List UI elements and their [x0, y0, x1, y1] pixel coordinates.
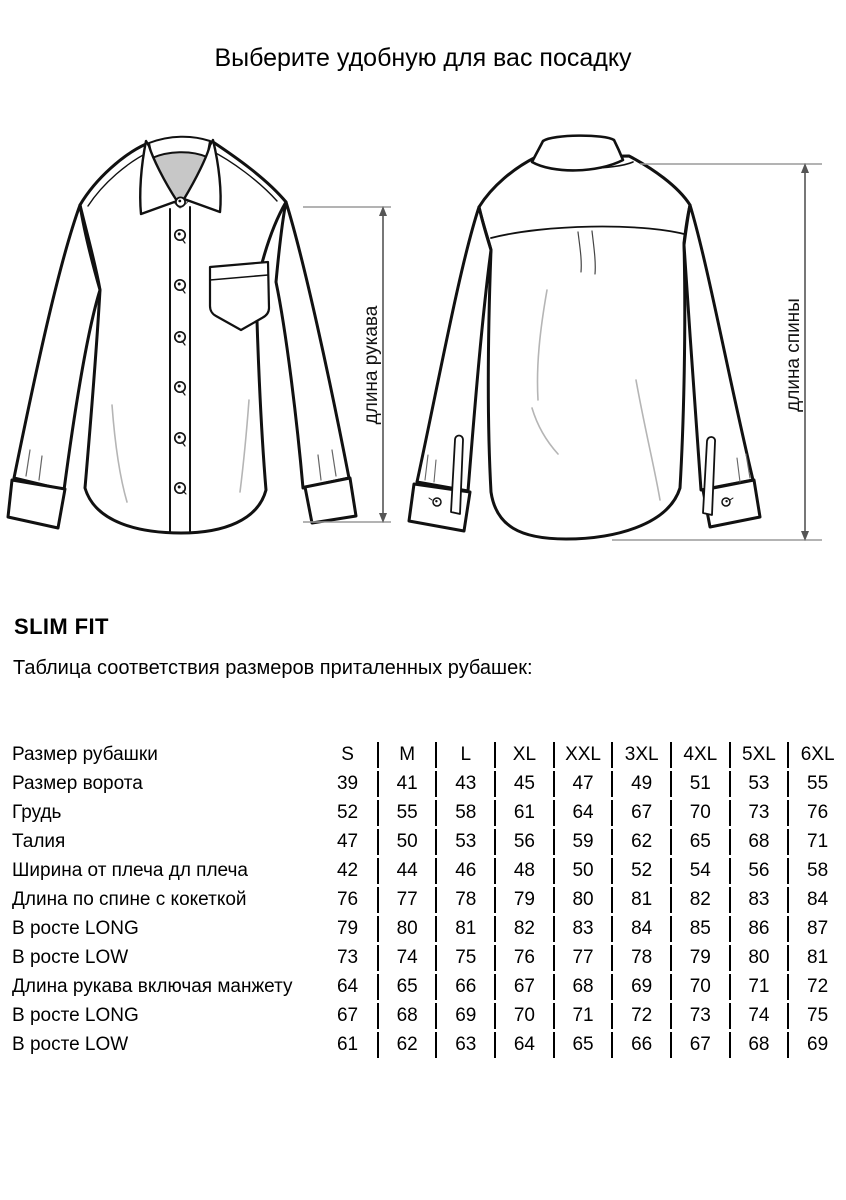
size-cell: 80 — [377, 916, 436, 942]
size-cell: 80 — [729, 945, 788, 971]
size-cell: 71 — [787, 829, 846, 855]
row-label: Размер ворота — [12, 773, 143, 794]
size-cell: 4XL — [670, 742, 729, 768]
size-cell: 54 — [670, 858, 729, 884]
size-cell: 58 — [787, 858, 846, 884]
size-cell: 76 — [494, 945, 553, 971]
size-cell: 81 — [787, 945, 846, 971]
size-cell: 50 — [377, 829, 436, 855]
size-cell: 77 — [377, 887, 436, 913]
size-cell: 75 — [435, 945, 494, 971]
size-cell: 78 — [611, 945, 670, 971]
size-cell: 83 — [729, 887, 788, 913]
size-cell: 84 — [611, 916, 670, 942]
shirt-front-drawing — [8, 137, 356, 533]
size-cell: 68 — [729, 829, 788, 855]
size-cell: 58 — [435, 800, 494, 826]
size-cell: 63 — [435, 1032, 494, 1058]
size-cell: 55 — [787, 771, 846, 797]
size-cell: 74 — [729, 1003, 788, 1029]
size-cell: 69 — [435, 1003, 494, 1029]
size-cell: 65 — [553, 1032, 612, 1058]
size-cell: 67 — [670, 1032, 729, 1058]
size-cell: 56 — [729, 858, 788, 884]
row-label: Размер рубашки — [12, 744, 158, 765]
size-cell: 39 — [336, 773, 359, 794]
size-cell: M — [377, 742, 436, 768]
table-row — [12, 916, 846, 942]
row-label: Талия — [12, 831, 66, 852]
size-cell: 84 — [787, 887, 846, 913]
size-cell: 5XL — [729, 742, 788, 768]
size-cell: 52 — [336, 802, 359, 823]
size-cell: 56 — [494, 829, 553, 855]
size-cell: 42 — [336, 860, 359, 881]
size-cell: 49 — [611, 771, 670, 797]
size-cell: 85 — [670, 916, 729, 942]
size-cell: 41 — [377, 771, 436, 797]
size-cell: 82 — [670, 887, 729, 913]
size-cell: 67 — [336, 1005, 359, 1026]
size-cell: 47 — [336, 831, 359, 852]
size-cell: S — [341, 744, 354, 765]
size-cell: 68 — [553, 974, 612, 1000]
row-label: Грудь — [12, 802, 62, 823]
size-cell: 77 — [553, 945, 612, 971]
size-cell: 64 — [336, 976, 359, 997]
table-row — [12, 1032, 846, 1058]
size-cell: 62 — [377, 1032, 436, 1058]
size-cell: 65 — [670, 829, 729, 855]
size-cell: 67 — [494, 974, 553, 1000]
row-label: В росте LONG — [12, 1005, 139, 1026]
size-cell: 62 — [611, 829, 670, 855]
size-cell: 76 — [787, 800, 846, 826]
size-cell: 71 — [729, 974, 788, 1000]
size-cell: 45 — [494, 771, 553, 797]
size-cell: 3XL — [611, 742, 670, 768]
size-cell: 86 — [729, 916, 788, 942]
size-cell: 50 — [553, 858, 612, 884]
size-cell: 51 — [670, 771, 729, 797]
size-cell: 74 — [377, 945, 436, 971]
size-cell: 44 — [377, 858, 436, 884]
size-cell: 79 — [494, 887, 553, 913]
row-label: Длина рукава включая манжету — [12, 976, 293, 997]
sleeve-length-label: длина рукава — [361, 305, 382, 425]
size-cell: 71 — [553, 1003, 612, 1029]
size-cell: 72 — [611, 1003, 670, 1029]
table-row — [12, 1003, 846, 1029]
size-cell: 61 — [336, 1034, 359, 1055]
size-cell: 79 — [336, 918, 359, 939]
size-cell: 73 — [670, 1003, 729, 1029]
row-label: Ширина от плеча дл плеча — [12, 860, 248, 881]
size-cell: 69 — [787, 1032, 846, 1058]
size-cell: 53 — [435, 829, 494, 855]
size-cell: XXL — [553, 742, 612, 768]
table-row — [12, 945, 846, 971]
size-cell: 80 — [553, 887, 612, 913]
size-cell: 67 — [611, 800, 670, 826]
back-length-label: длина спины — [783, 298, 804, 412]
size-cell: 79 — [670, 945, 729, 971]
size-guide-illustration — [0, 110, 846, 590]
size-cell: L — [435, 742, 494, 768]
size-cell: 6XL — [787, 742, 846, 768]
slim-fit-heading: SLIM FIT — [14, 614, 109, 639]
row-label: В росте LOW — [12, 1034, 129, 1055]
table-row — [12, 771, 846, 797]
table-caption: Таблица соответствия размеров приталенных рубашек: — [13, 657, 533, 679]
size-cell: 66 — [611, 1032, 670, 1058]
size-cell: 78 — [435, 887, 494, 913]
table-row — [12, 974, 846, 1000]
size-cell: 87 — [787, 916, 846, 942]
collar — [140, 137, 220, 214]
table-row — [12, 887, 846, 913]
size-cell: 47 — [553, 771, 612, 797]
size-table-body — [12, 742, 846, 1058]
size-cell: 64 — [553, 800, 612, 826]
size-cell: 68 — [377, 1003, 436, 1029]
row-label: Длина по спине с кокеткой — [12, 889, 247, 910]
size-cell: 75 — [787, 1003, 846, 1029]
size-cell: 59 — [553, 829, 612, 855]
size-cell: 81 — [611, 887, 670, 913]
size-cell: 68 — [729, 1032, 788, 1058]
size-cell: 70 — [670, 800, 729, 826]
size-cell: 53 — [729, 771, 788, 797]
size-cell: 70 — [494, 1003, 553, 1029]
size-cell: 69 — [611, 974, 670, 1000]
size-cell: 48 — [494, 858, 553, 884]
size-cell: XL — [494, 742, 553, 768]
size-cell: 66 — [435, 974, 494, 1000]
size-cell: 43 — [435, 771, 494, 797]
table-row — [12, 829, 846, 855]
size-cell: 82 — [494, 916, 553, 942]
size-cell: 64 — [494, 1032, 553, 1058]
table-row — [12, 742, 846, 768]
table-row — [12, 800, 846, 826]
size-cell: 73 — [729, 800, 788, 826]
size-cell: 81 — [435, 916, 494, 942]
table-row — [12, 858, 846, 884]
row-label: В росте LONG — [12, 918, 139, 939]
size-table — [12, 739, 846, 1061]
size-cell: 76 — [336, 889, 359, 910]
size-cell: 65 — [377, 974, 436, 1000]
size-cell: 46 — [435, 858, 494, 884]
size-cell: 72 — [787, 974, 846, 1000]
page-title: Выберите удобную для вас посадку — [214, 44, 632, 72]
size-cell: 70 — [670, 974, 729, 1000]
size-cell: 83 — [553, 916, 612, 942]
size-cell: 55 — [377, 800, 436, 826]
size-cell: 61 — [494, 800, 553, 826]
row-label: В росте LOW — [12, 947, 129, 968]
size-cell: 52 — [611, 858, 670, 884]
shirt-back-drawing — [409, 136, 760, 539]
size-cell: 73 — [336, 947, 359, 968]
